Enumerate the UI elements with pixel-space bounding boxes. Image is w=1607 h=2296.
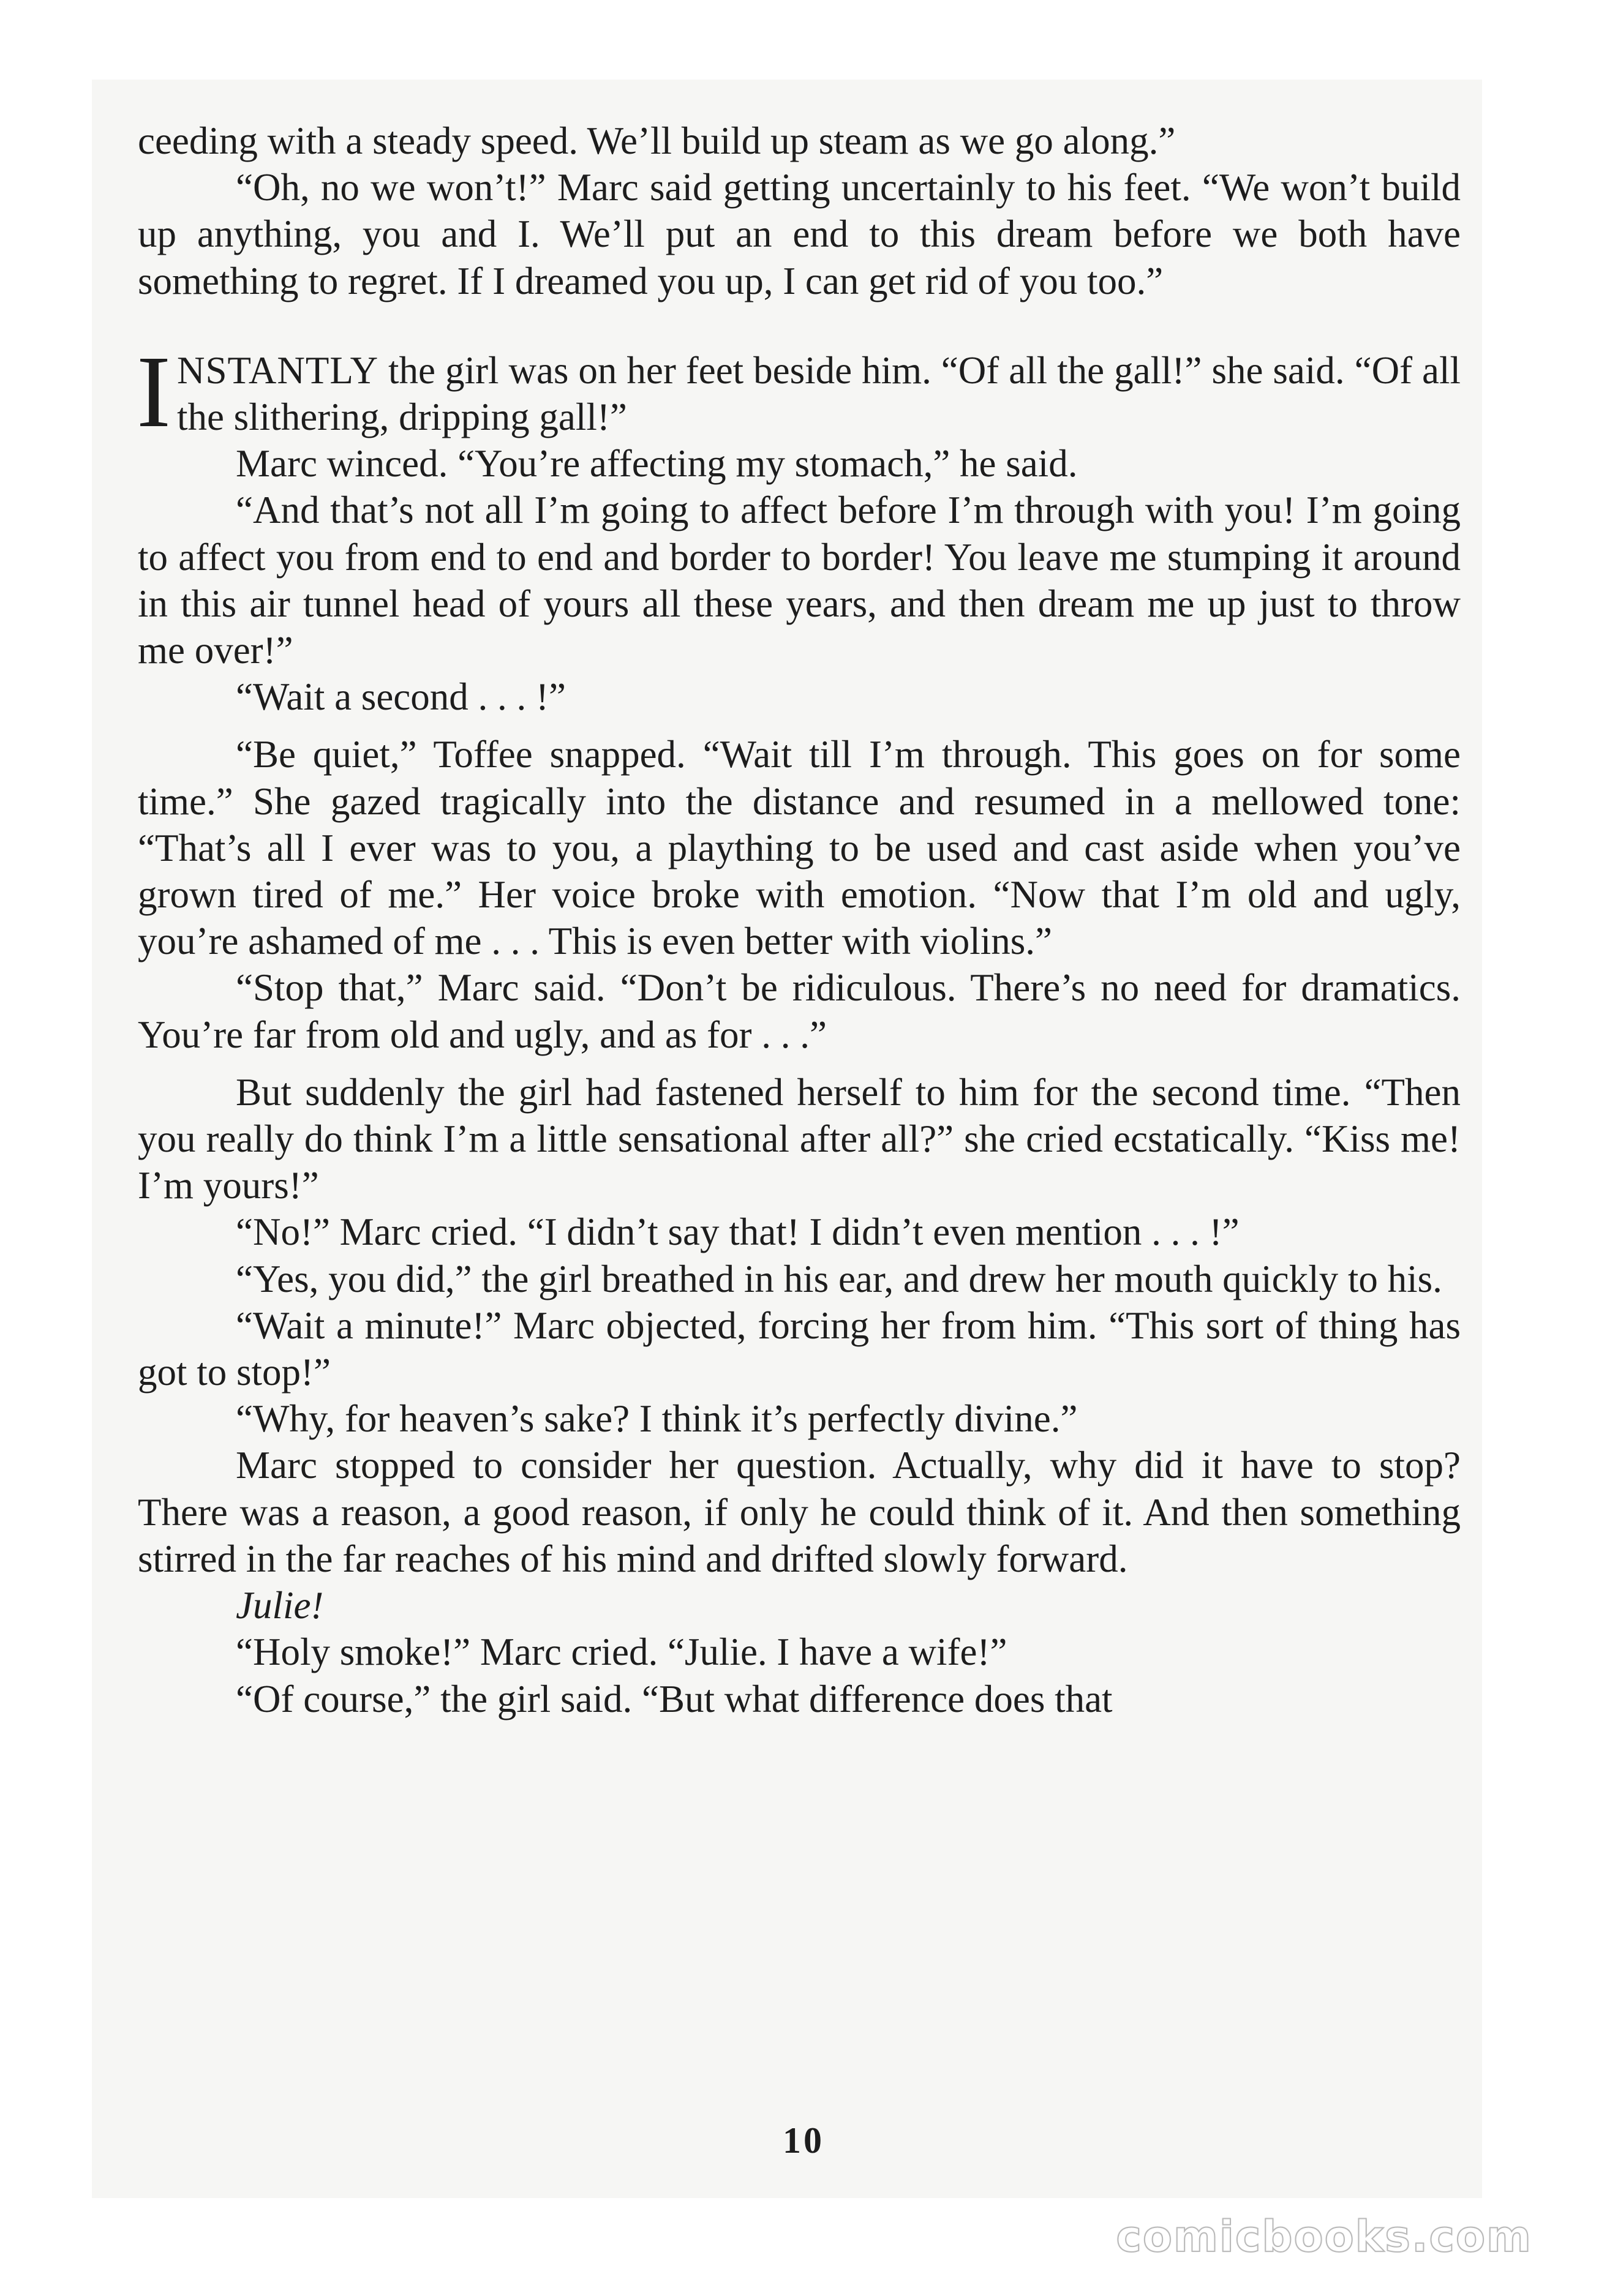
paragraph-6: “Be quiet,” Toffee snapped. “Wait till I’m through. This goes on for some time.” She gazed tragically into the distance and resumed in a mellowed tone: “That’s all I ever was to you, a plaything to be used and cast aside when you’ve grown tired of me.” Her voice broke with emotion. “Now that I’m old and ugly, you’re ashamed of me . . . This is even better with violins.” (138, 733, 1461, 963)
paragraph-5: “Wait a second . . . !” (236, 675, 566, 719)
paragraph-2: “Oh, no we won’t!” Marc said getting uncertainly to his feet. “We won’t build up anything, you and I. We’ll put an end to this dream before we both have something to regret. If I dreamed you up, I can get rid of you too.” (138, 166, 1461, 302)
paragraph-13: Marc stopped to consider her question. Actually, why did it have to stop? There was a reason, a good reason, if only he could think of it. And then something stirred in the far reaches of his mind and drifted slowly forward. (138, 1444, 1461, 1580)
italic-line: Julie! (236, 1584, 324, 1627)
paragraph-4: “And that’s not all I’m going to affect before I’m through with you! I’m going to affect you from end to end and border to border! You leave me stumping it around in this air tunnel head of yours all these years, and then dream me up just to throw me over!” (138, 489, 1461, 672)
paragraph-8: But suddenly the girl had fastened herself to him for the second time. “Then you really do think I’m a little sensational after all?” she cried ecstatically. “Kiss me! I’m yours!” (138, 1070, 1461, 1207)
paragraph-10: “Yes, you did,” the girl breathed in his ear, and drew her mouth quickly to his. (236, 1257, 1442, 1300)
paragraph-9: “No!” Marc cried. “I didn’t say that! I didn’t even mention . . . !” (236, 1210, 1240, 1254)
drop-cap-letter: I (137, 334, 171, 449)
paragraph-14: “Holy smoke!” Marc cried. “Julie. I have a wife!” (236, 1630, 1007, 1674)
story-text (138, 118, 1461, 1722)
paragraph-1: ceeding with a steady speed. We’ll build up steam as we go along.” (138, 119, 1176, 162)
drop-cap-paragraph (137, 334, 1461, 449)
watermark-logo: comicbooks.com (1116, 2212, 1532, 2262)
lead-in-caps: NSTANTLY (176, 348, 379, 392)
paragraph-11: “Wait a minute!” Marc objected, forcing her from him. “This sort of thing has got to stop!” (138, 1304, 1461, 1394)
paragraph-7: “Stop that,” Marc said. “Don’t be ridiculous. There’s no need for dramatics. You’re far from old and ugly, and as for . . .” (138, 966, 1461, 1056)
page-number: 10 (783, 2120, 824, 2161)
paragraph-15: “Of course,” the girl said. “But what difference does that (236, 1677, 1113, 1720)
drop-paragraph-rest: the girl was on her feet beside him. “Of all the gall!” she said. “Of all the slithering, dripping gall!” (176, 348, 1461, 439)
paragraph-3: Marc winced. “You’re affecting my stomach,” he said. (236, 442, 1078, 486)
paragraph-12: “Why, for heaven’s sake? I think it’s perfectly divine.” (236, 1397, 1078, 1441)
